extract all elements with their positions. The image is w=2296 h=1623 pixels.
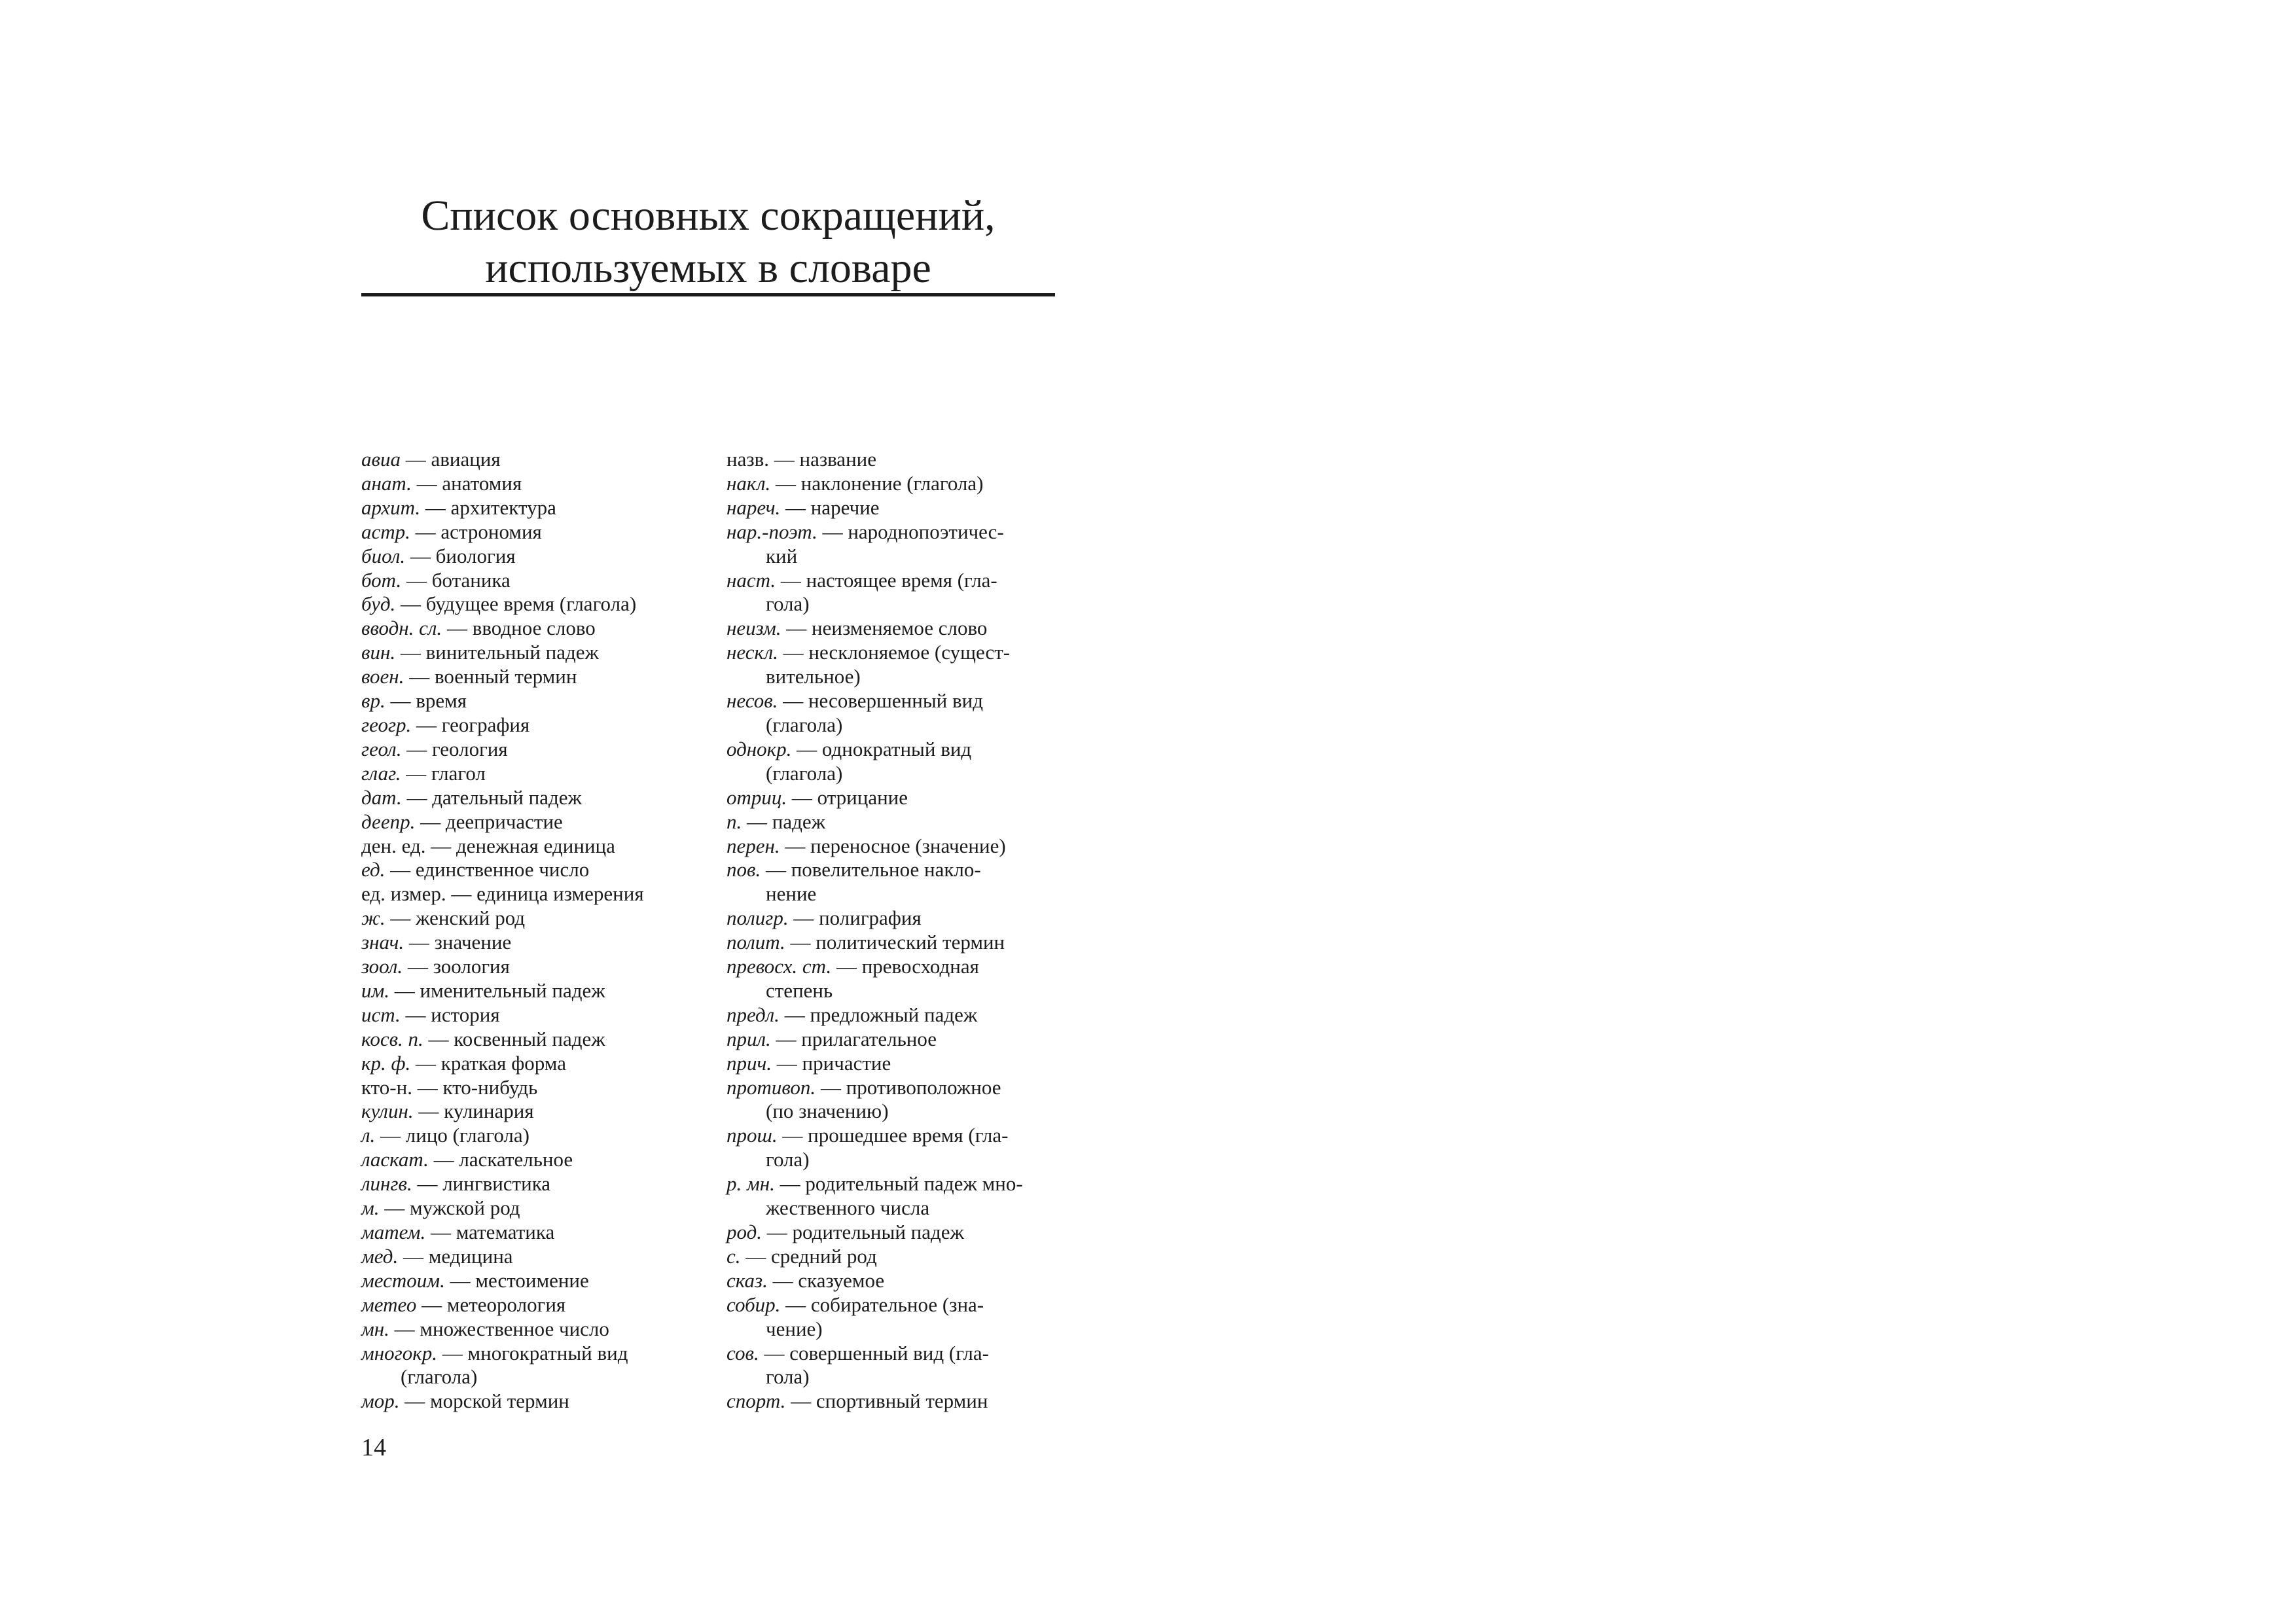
- abbreviation-definition: астрономия: [440, 520, 542, 543]
- abbreviation-definition: неизменяемое слово: [812, 616, 988, 640]
- abbreviation-dash: —: [770, 471, 801, 495]
- abbreviation-definition-continuation: степень: [766, 978, 833, 1002]
- abbreviation-term: перен.: [726, 834, 780, 857]
- abbreviation-definition: противоположное: [846, 1075, 1001, 1099]
- abbreviation-entry: [726, 738, 1067, 786]
- abbreviation-dash: —: [425, 1221, 456, 1243]
- abbreviation-definition: геология: [431, 737, 508, 760]
- abbreviation-dash: —: [405, 544, 436, 567]
- abbreviation-entry: [361, 569, 695, 593]
- abbreviation-entry: [361, 979, 695, 1003]
- abbreviation-entry: [361, 1342, 695, 1390]
- abbreviation-definition: география: [441, 713, 530, 736]
- abbreviation-term: геол.: [361, 737, 402, 760]
- abbreviation-definition: краткая форма: [440, 1051, 566, 1075]
- abbreviation-term: нареч.: [726, 495, 781, 519]
- abbreviation-definition: несклоняемое (сущест-: [808, 641, 1011, 664]
- abbreviation-definition: анатомия: [442, 471, 522, 495]
- abbreviation-term: предл.: [726, 1003, 780, 1026]
- abbreviation-dash: —: [780, 495, 811, 519]
- abbreviation-entry: [361, 1148, 695, 1172]
- abbreviation-definition: деепричастие: [445, 810, 563, 833]
- abbreviation-definition: прилагательное: [801, 1027, 937, 1050]
- abbreviation-term: м.: [361, 1196, 380, 1220]
- abbreviation-definition: именительный падеж: [420, 978, 605, 1002]
- abbreviation-dash: —: [778, 689, 808, 713]
- abbreviation-definition: настоящее время (гла-: [806, 568, 997, 592]
- abbreviation-term: прил.: [726, 1027, 771, 1050]
- abbreviations-column-left: [361, 448, 695, 1414]
- abbreviation-term: ж.: [361, 906, 386, 930]
- abbreviation-definition: глагол: [431, 761, 486, 785]
- abbreviation-definition: прошедшее время (гла-: [808, 1124, 1009, 1147]
- abbreviation-definition-continuation: (глагола): [766, 761, 843, 785]
- abbreviation-entry: [726, 858, 1067, 906]
- abbreviation-dash: —: [780, 1293, 811, 1316]
- abbreviation-entry: [726, 1342, 1067, 1390]
- abbreviation-definition-continuation: гола): [766, 592, 810, 616]
- abbreviation-entry: [361, 592, 695, 616]
- abbreviation-definition: полиграфия: [819, 906, 922, 930]
- abbreviation-dash: —: [385, 858, 416, 882]
- abbreviation-term: метео: [361, 1293, 417, 1316]
- abbreviation-definition: значение: [434, 931, 512, 954]
- abbreviation-entry: [361, 1052, 695, 1076]
- abbreviation-entry: [361, 520, 695, 544]
- abbreviation-entry: [361, 1221, 695, 1245]
- abbreviation-entry: [361, 1245, 695, 1269]
- abbreviation-dash: —: [420, 495, 451, 519]
- abbreviation-term: род.: [726, 1221, 762, 1243]
- page-title: [361, 190, 1055, 294]
- abbreviation-definition: дательный падеж: [432, 785, 582, 809]
- abbreviation-dash: —: [395, 592, 426, 616]
- abbreviation-term: бот.: [361, 568, 402, 592]
- abbreviation-dash: —: [389, 978, 420, 1002]
- abbreviation-definition: родительный падеж мно-: [805, 1172, 1023, 1196]
- abbreviation-entry: [361, 1389, 695, 1414]
- abbreviation-term: ед. измер.: [361, 882, 446, 906]
- abbreviation-term: мед.: [361, 1244, 399, 1268]
- page-title-line-2: используемых в словаре: [485, 244, 931, 292]
- abbreviation-entry: [726, 1027, 1067, 1052]
- abbreviation-dash: —: [780, 834, 811, 857]
- abbreviation-dash: —: [762, 1221, 793, 1243]
- abbreviation-entry: [361, 689, 695, 713]
- abbreviation-entry: [361, 858, 695, 882]
- abbreviation-entry: [361, 616, 695, 641]
- abbreviation-definition: денежная единица: [456, 834, 615, 857]
- abbreviation-term: дат.: [361, 785, 402, 809]
- abbreviation-definition: причастие: [802, 1051, 891, 1075]
- abbreviation-definition: биология: [435, 544, 516, 567]
- abbreviation-term: анат.: [361, 471, 412, 495]
- abbreviation-entry: [726, 641, 1067, 689]
- abbreviation-definition: совершенный вид (гла-: [789, 1341, 989, 1364]
- abbreviation-entry: [726, 1003, 1067, 1027]
- abbreviation-term: противоп.: [726, 1075, 816, 1099]
- abbreviation-definition: ботаника: [431, 568, 511, 592]
- abbreviation-definition: отрицание: [817, 785, 908, 809]
- abbreviation-term: зоол.: [361, 955, 403, 978]
- abbreviation-dash: —: [400, 448, 431, 471]
- abbreviation-definition: зоология: [433, 955, 510, 978]
- abbreviation-definition: политический термин: [816, 931, 1005, 954]
- abbreviation-term: им.: [361, 978, 390, 1002]
- abbreviation-definition: единственное число: [415, 858, 590, 882]
- abbreviation-definition: ласкательное: [459, 1148, 573, 1171]
- abbreviation-dash: —: [385, 906, 416, 930]
- abbreviation-dash: —: [778, 641, 809, 664]
- abbreviation-dash: —: [437, 1341, 468, 1364]
- abbreviation-entry: [726, 616, 1067, 641]
- abbreviation-dash: —: [831, 955, 862, 978]
- abbreviation-dash: —: [767, 1268, 798, 1292]
- abbreviation-term: накл.: [726, 471, 771, 495]
- abbreviation-entry: [726, 1389, 1067, 1414]
- abbreviation-entry: [361, 906, 695, 931]
- abbreviation-dash: —: [446, 882, 477, 906]
- abbreviation-definition: военный термин: [434, 665, 577, 688]
- abbreviation-dash: —: [411, 713, 442, 736]
- abbreviation-term: п.: [726, 810, 742, 833]
- abbreviation-dash: —: [389, 1317, 420, 1340]
- abbreviation-dash: —: [403, 955, 433, 978]
- abbreviation-definition: время: [416, 689, 467, 713]
- abbreviation-term: кр. ф.: [361, 1051, 411, 1075]
- abbreviation-dash: —: [425, 834, 456, 857]
- abbreviation-entry: [726, 810, 1067, 834]
- abbreviation-term: косв. п.: [361, 1027, 423, 1050]
- abbreviation-term: однокр.: [726, 737, 792, 760]
- abbreviation-definition: винительный падеж: [425, 641, 599, 664]
- abbreviation-definition: название: [799, 448, 877, 471]
- abbreviation-dash: —: [787, 785, 817, 809]
- abbreviation-term: нар.-поэт.: [726, 520, 817, 543]
- abbreviation-entry: [361, 1196, 695, 1221]
- abbreviation-dash: —: [401, 737, 432, 760]
- abbreviation-dash: —: [415, 810, 446, 833]
- abbreviation-entry: [726, 448, 1067, 472]
- abbreviation-definition: повелительное накло-: [791, 858, 981, 882]
- abbreviation-dash: —: [379, 1196, 410, 1220]
- abbreviation-dash: —: [740, 1244, 772, 1268]
- abbreviation-term: матем.: [361, 1221, 426, 1243]
- abbreviation-term: неизм.: [726, 616, 781, 640]
- abbreviation-definition-continuation: жественного числа: [766, 1196, 930, 1220]
- abbreviation-term: пов.: [726, 858, 761, 882]
- abbreviation-entry: [726, 472, 1067, 496]
- abbreviation-entry: [361, 1317, 695, 1342]
- abbreviation-entry: [361, 544, 695, 569]
- abbreviation-entry: [726, 955, 1067, 1003]
- abbreviation-entry: [361, 1003, 695, 1027]
- abbreviation-entry: [361, 1293, 695, 1317]
- abbreviation-term: воен.: [361, 665, 404, 688]
- abbreviation-definition: падеж: [772, 810, 826, 833]
- abbreviation-entry: [726, 1221, 1067, 1245]
- abbreviation-term: местоим.: [361, 1268, 445, 1292]
- abbreviation-dash: —: [423, 1027, 454, 1050]
- abbreviation-definition: однократный вид: [821, 737, 972, 760]
- abbreviation-entry: [726, 834, 1067, 859]
- abbreviation-term: сказ.: [726, 1268, 768, 1292]
- abbreviation-entry: [361, 762, 695, 786]
- abbreviation-term: собир.: [726, 1293, 781, 1316]
- abbreviation-dash: —: [416, 1293, 447, 1316]
- abbreviation-term: ласкат.: [361, 1148, 429, 1171]
- abbreviation-entry: [726, 496, 1067, 520]
- abbreviation-term: превосх. ст.: [726, 955, 832, 978]
- page-title-line-1: Список основных сокращений,: [421, 192, 996, 240]
- abbreviation-term: наст.: [726, 568, 776, 592]
- abbreviation-entry: [726, 689, 1067, 738]
- abbreviation-definition-continuation: гола): [766, 1365, 810, 1389]
- abbreviation-term: ист.: [361, 1003, 401, 1026]
- abbreviation-definition: превосходная: [861, 955, 979, 978]
- page-number: 14: [361, 1434, 386, 1461]
- abbreviation-dash: —: [791, 737, 822, 760]
- abbreviation-term: несов.: [726, 689, 778, 713]
- abbreviation-term: отриц.: [726, 785, 787, 809]
- abbreviation-dash: —: [816, 1075, 846, 1099]
- abbreviation-entry: [726, 1293, 1067, 1342]
- abbreviation-definition: история: [431, 1003, 500, 1026]
- abbreviation-term: кулин.: [361, 1099, 414, 1123]
- abbreviation-term: л.: [361, 1124, 376, 1147]
- abbreviation-entry: [726, 1076, 1067, 1124]
- abbreviation-definition: медицина: [428, 1244, 513, 1268]
- abbreviation-definition: кулинария: [444, 1099, 534, 1123]
- abbreviation-entry: [726, 1052, 1067, 1076]
- abbreviation-term: прич.: [726, 1051, 772, 1075]
- abbreviation-entry: [361, 955, 695, 979]
- abbreviation-dash: —: [779, 1003, 810, 1026]
- abbreviation-entry: [361, 810, 695, 834]
- abbreviation-dash: —: [375, 1124, 406, 1147]
- abbreviation-term: назв.: [726, 448, 769, 471]
- abbreviation-definition: мужской род: [410, 1196, 520, 1220]
- abbreviation-term: вводн. сл.: [361, 616, 442, 640]
- abbreviation-entry: [726, 931, 1067, 955]
- abbreviation-term: архит.: [361, 495, 421, 519]
- abbreviation-entry: [361, 1124, 695, 1148]
- abbreviation-definition: математика: [456, 1221, 555, 1243]
- abbreviation-term: полит.: [726, 931, 785, 954]
- abbreviation-definition: средний род: [771, 1244, 877, 1268]
- abbreviation-dash: —: [404, 665, 435, 688]
- abbreviation-dash: —: [401, 761, 432, 785]
- abbreviation-dash: —: [401, 568, 432, 592]
- abbreviation-term: прош.: [726, 1124, 778, 1147]
- abbreviation-term: глаг.: [361, 761, 401, 785]
- abbreviation-dash: —: [412, 1172, 443, 1196]
- abbreviation-definition: кто-нибудь: [442, 1075, 538, 1099]
- abbreviation-term: знач.: [361, 931, 404, 954]
- abbreviation-dash: —: [742, 810, 772, 833]
- abbreviation-dash: —: [444, 1268, 476, 1292]
- abbreviation-dash: —: [400, 1003, 431, 1026]
- abbreviation-entry: [726, 1172, 1067, 1221]
- abbreviation-definition: переносное (значение): [810, 834, 1006, 857]
- abbreviation-entry: [361, 834, 695, 859]
- abbreviation-term: кто-н.: [361, 1075, 412, 1099]
- abbreviation-definition: спортивный термин: [816, 1389, 988, 1413]
- abbreviation-dash: —: [774, 1172, 806, 1196]
- abbreviation-term: полигр.: [726, 906, 789, 930]
- abbreviation-entry: [361, 1172, 695, 1196]
- abbreviation-dash: —: [759, 1341, 790, 1364]
- abbreviation-definition: метеорология: [446, 1293, 566, 1316]
- abbreviation-term: авиа: [361, 448, 401, 471]
- abbreviation-entry: [361, 496, 695, 520]
- abbreviation-dash: —: [411, 471, 442, 495]
- abbreviation-term: лингв.: [361, 1172, 412, 1196]
- abbreviation-entry: [726, 906, 1067, 931]
- abbreviation-entry: [361, 665, 695, 689]
- abbreviation-definition: женский род: [416, 906, 526, 930]
- abbreviation-entry: [726, 1245, 1067, 1269]
- abbreviation-dash: —: [776, 568, 806, 592]
- abbreviation-definition-continuation: нение: [766, 882, 817, 906]
- abbreviation-dash: —: [410, 1051, 441, 1075]
- abbreviation-dash: —: [768, 448, 800, 471]
- abbreviation-term: нескл.: [726, 641, 778, 664]
- abbreviation-term: с.: [726, 1244, 741, 1268]
- abbreviations-column-right: [726, 448, 1067, 1414]
- abbreviation-definition: местоимение: [475, 1268, 589, 1292]
- abbreviation-term: вр.: [361, 689, 386, 713]
- abbreviation-term: сов.: [726, 1341, 759, 1364]
- abbreviation-entry: [361, 931, 695, 955]
- abbreviation-entry: [361, 713, 695, 738]
- abbreviation-dash: —: [772, 1051, 802, 1075]
- abbreviation-dash: —: [761, 858, 791, 882]
- abbreviation-entry: [361, 1076, 695, 1100]
- abbreviation-entry: [361, 738, 695, 762]
- abbreviation-definition: множественное число: [420, 1317, 609, 1340]
- abbreviation-definition-continuation: гола): [766, 1148, 810, 1171]
- abbreviation-dash: —: [785, 1389, 816, 1413]
- abbreviation-definition: собирательное (зна-: [810, 1293, 984, 1316]
- abbreviation-entry: [361, 1027, 695, 1052]
- abbreviation-dash: —: [410, 520, 441, 543]
- abbreviation-dash: —: [442, 616, 473, 640]
- abbreviation-definition: народнопоэтичес-: [848, 520, 1004, 543]
- abbreviation-definition-continuation: чение): [766, 1317, 823, 1340]
- abbreviation-dash: —: [777, 1124, 808, 1147]
- abbreviation-term: мн.: [361, 1317, 389, 1340]
- abbreviation-dash: —: [770, 1027, 802, 1050]
- abbreviation-entry: [361, 1099, 695, 1124]
- abbreviation-definition: несовершенный вид: [808, 689, 984, 713]
- abbreviation-definition: наклонение (глагола): [800, 471, 984, 495]
- abbreviation-definition-continuation: кий: [766, 544, 798, 567]
- abbreviation-definition: единица измерения: [476, 882, 644, 906]
- abbreviation-entry: [726, 1269, 1067, 1293]
- abbreviation-definition-continuation: (по значению): [766, 1099, 889, 1123]
- abbreviation-entry: [361, 786, 695, 810]
- abbreviation-definition-continuation: (глагола): [766, 713, 843, 736]
- abbreviation-entry: [726, 786, 1067, 810]
- abbreviation-definition-continuation: вительное): [766, 665, 861, 688]
- abbreviation-dash: —: [817, 520, 848, 543]
- title-underline: [361, 293, 1055, 296]
- abbreviation-term: вин.: [361, 641, 396, 664]
- abbreviation-definition: предложный падеж: [810, 1003, 978, 1026]
- abbreviation-term: деепр.: [361, 810, 416, 833]
- abbreviation-entry: [361, 472, 695, 496]
- abbreviation-definition: косвенный падеж: [454, 1027, 605, 1050]
- abbreviation-dash: —: [413, 1099, 444, 1123]
- abbreviation-dash: —: [404, 931, 435, 954]
- abbreviation-term: биол.: [361, 544, 406, 567]
- abbreviation-definition: родительный падеж: [792, 1221, 964, 1243]
- abbreviation-definition: наречие: [810, 495, 880, 519]
- abbreviation-definition: архитектура: [450, 495, 556, 519]
- abbreviation-term: спорт.: [726, 1389, 786, 1413]
- abbreviation-term: астр.: [361, 520, 410, 543]
- abbreviation-term: ден. ед.: [361, 834, 426, 857]
- abbreviation-entry: [361, 641, 695, 665]
- abbreviation-term: р. мн.: [726, 1172, 775, 1196]
- abbreviation-definition: авиация: [431, 448, 501, 471]
- abbreviation-term: ед.: [361, 858, 386, 882]
- abbreviation-dash: —: [428, 1148, 459, 1171]
- abbreviation-dash: —: [401, 785, 433, 809]
- abbreviation-entry: [726, 520, 1067, 569]
- abbreviation-definition: вводное слово: [472, 616, 596, 640]
- abbreviation-dash: —: [395, 641, 426, 664]
- abbreviation-entry: [726, 569, 1067, 617]
- abbreviation-dash: —: [785, 931, 816, 954]
- abbreviation-dash: —: [385, 689, 416, 713]
- abbreviation-definition: будущее время (глагола): [425, 592, 637, 616]
- abbreviation-dash: —: [399, 1389, 431, 1413]
- abbreviation-entry: [361, 882, 695, 906]
- abbreviation-definition: морской термин: [430, 1389, 569, 1413]
- abbreviation-term: геогр.: [361, 713, 412, 736]
- abbreviation-definition: лицо (глагола): [405, 1124, 529, 1147]
- abbreviation-term: буд.: [361, 592, 396, 616]
- abbreviation-dash: —: [788, 906, 819, 930]
- abbreviation-definition-continuation: (глагола): [401, 1365, 478, 1389]
- abbreviation-definition: сказуемое: [798, 1268, 885, 1292]
- abbreviation-term: мор.: [361, 1389, 400, 1413]
- abbreviation-dash: —: [781, 616, 812, 640]
- abbreviation-entry: [361, 448, 695, 472]
- abbreviation-dash: —: [398, 1244, 429, 1268]
- abbreviation-entry: [726, 1124, 1067, 1172]
- abbreviation-entry: [361, 1269, 695, 1293]
- abbreviation-dash: —: [412, 1075, 443, 1099]
- abbreviation-definition: многократный вид: [467, 1341, 628, 1364]
- abbreviation-definition: лингвистика: [442, 1172, 551, 1196]
- abbreviation-term: многокр.: [361, 1341, 438, 1364]
